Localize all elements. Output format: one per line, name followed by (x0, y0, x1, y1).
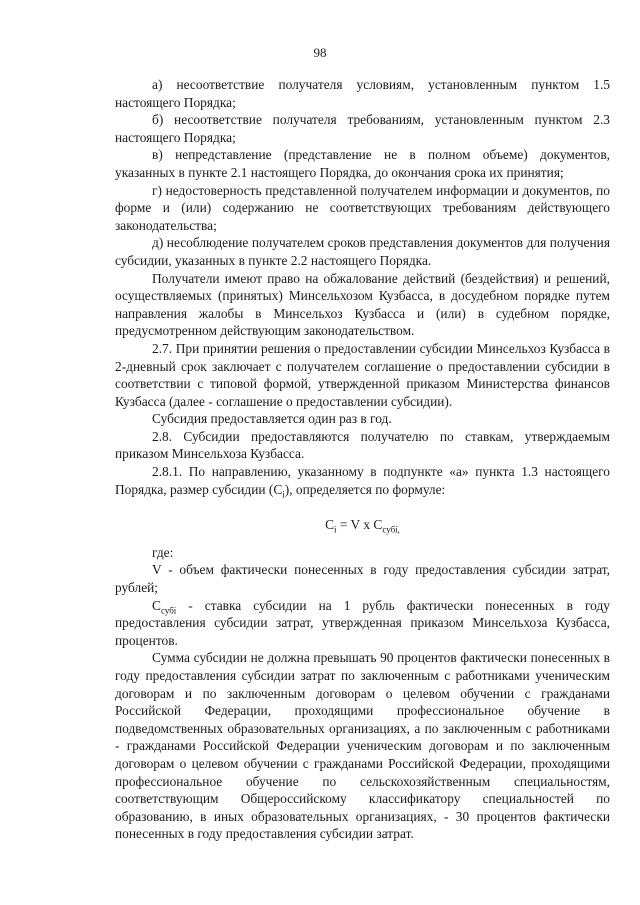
paragraph-2-8-1 (115, 463, 610, 498)
paragraph-appeal: Получатели имеют право на обжалование действий (бездействия) и решений, осуществляемых (принятых) Минсельхозом Кузбасса, в досудебном порядке путем направления жалобы в Минсельхоз Кузбасса и (или) в судебном порядке, предусмотренном действующим законодательством. (115, 270, 610, 339)
paragraph-2-8-1-end: ), определяется по формуле: (284, 481, 446, 497)
page-number: 98 (313, 45, 327, 60)
paragraph-2-8-1-sub: i (282, 489, 285, 500)
paragraph-v: в) непредставление (представление не в полном объеме) документов, указанных в пункте 2.1 настоящего Порядка, до окончания срока их принятия; (115, 147, 610, 180)
paragraph-2-8-1-start: 2.8.1. По направлению, указанному в подпункте «а» пункта 1.3 настоящего Порядка, размер субсидии (С (115, 464, 610, 497)
paragraph-subsidy-limit: Сумма субсидии не должна превышать 90 процентов фактически понесенных в году предоставления субсидии затрат по заключенным с работниками ученическим договорам и по заключенным договорам о целевом обучении с гражданами Российской Федерации, проходящими профессиональное обучение в подведомственных образовательных организациях, а по заключенным с работниками - гражданами Российской Федерации ученическим договорам и по заключенным договорам о целевом обучении с гражданами Российской Федерации, проходящими профессиональное обучение по сельскохозяйственным специальностям, соответствующим Общероссийскому классификатору специальностей по образованию, в иных образовательных организациях, - 30 процентов фактически понесенных в году предоставления субсидии затрат. (115, 650, 610, 842)
definition-c-sub (115, 597, 610, 650)
formula-mid: = V х С (336, 517, 383, 533)
definition-c-subscript: субi (160, 605, 177, 616)
definition-v: V - объем фактически понесенных в году предоставления субсидии затрат, рублей; (115, 562, 610, 596)
document-body (115, 76, 610, 843)
formula-left-sub: i (334, 524, 337, 535)
formula-right-sub: субi, (382, 524, 400, 535)
paragraph-2-8: 2.8. Субсидии предоставляются получателю по ставкам, утверждаемым приказом Минсельхоза Кузбасса. (115, 428, 610, 462)
definition-c-start: С (152, 597, 161, 613)
definition-c-end: - ставка субсидии на 1 рубль фактически понесенных в году предоставления субсидии затрат, утвержденная приказом Минсельхоза Кузбасса, процентов. (115, 597, 610, 648)
paragraph-d: д) несоблюдение получателем сроков представления документов для получения субсидии, указанных в пункте 2.2 настоящего Порядка. (115, 235, 610, 268)
paragraph-g: г) недостоверность представленной получателем информации и документов, по форме и (или) содержанию не соответствующих требованиям действующего законодательства; (115, 182, 610, 233)
paragraph-once-a-year: Субсидия предоставляется один раз в год. (152, 411, 392, 427)
paragraph-a: а) несоответствие получателя условиям, установленным пунктом 1.5 настоящего Порядка; (115, 77, 610, 110)
subsidy-formula (115, 516, 610, 534)
paragraph-2-7: 2.7. При принятии решения о предоставлении субсидии Минсельхоз Кузбасса в 2-дневный срок заключает с получателем соглашение о предоставлении субсидии в соответствии с типовой формой, утвержденной приказом Министерства финансов Кузбасса (далее - соглашение о предоставлении субсидии). (115, 340, 610, 409)
where-label: где: (152, 544, 174, 560)
paragraph-b: б) несоответствие получателя требованиям, установленным пунктом 2.3 настоящего Порядка; (115, 112, 610, 145)
formula-left: С (325, 517, 335, 533)
